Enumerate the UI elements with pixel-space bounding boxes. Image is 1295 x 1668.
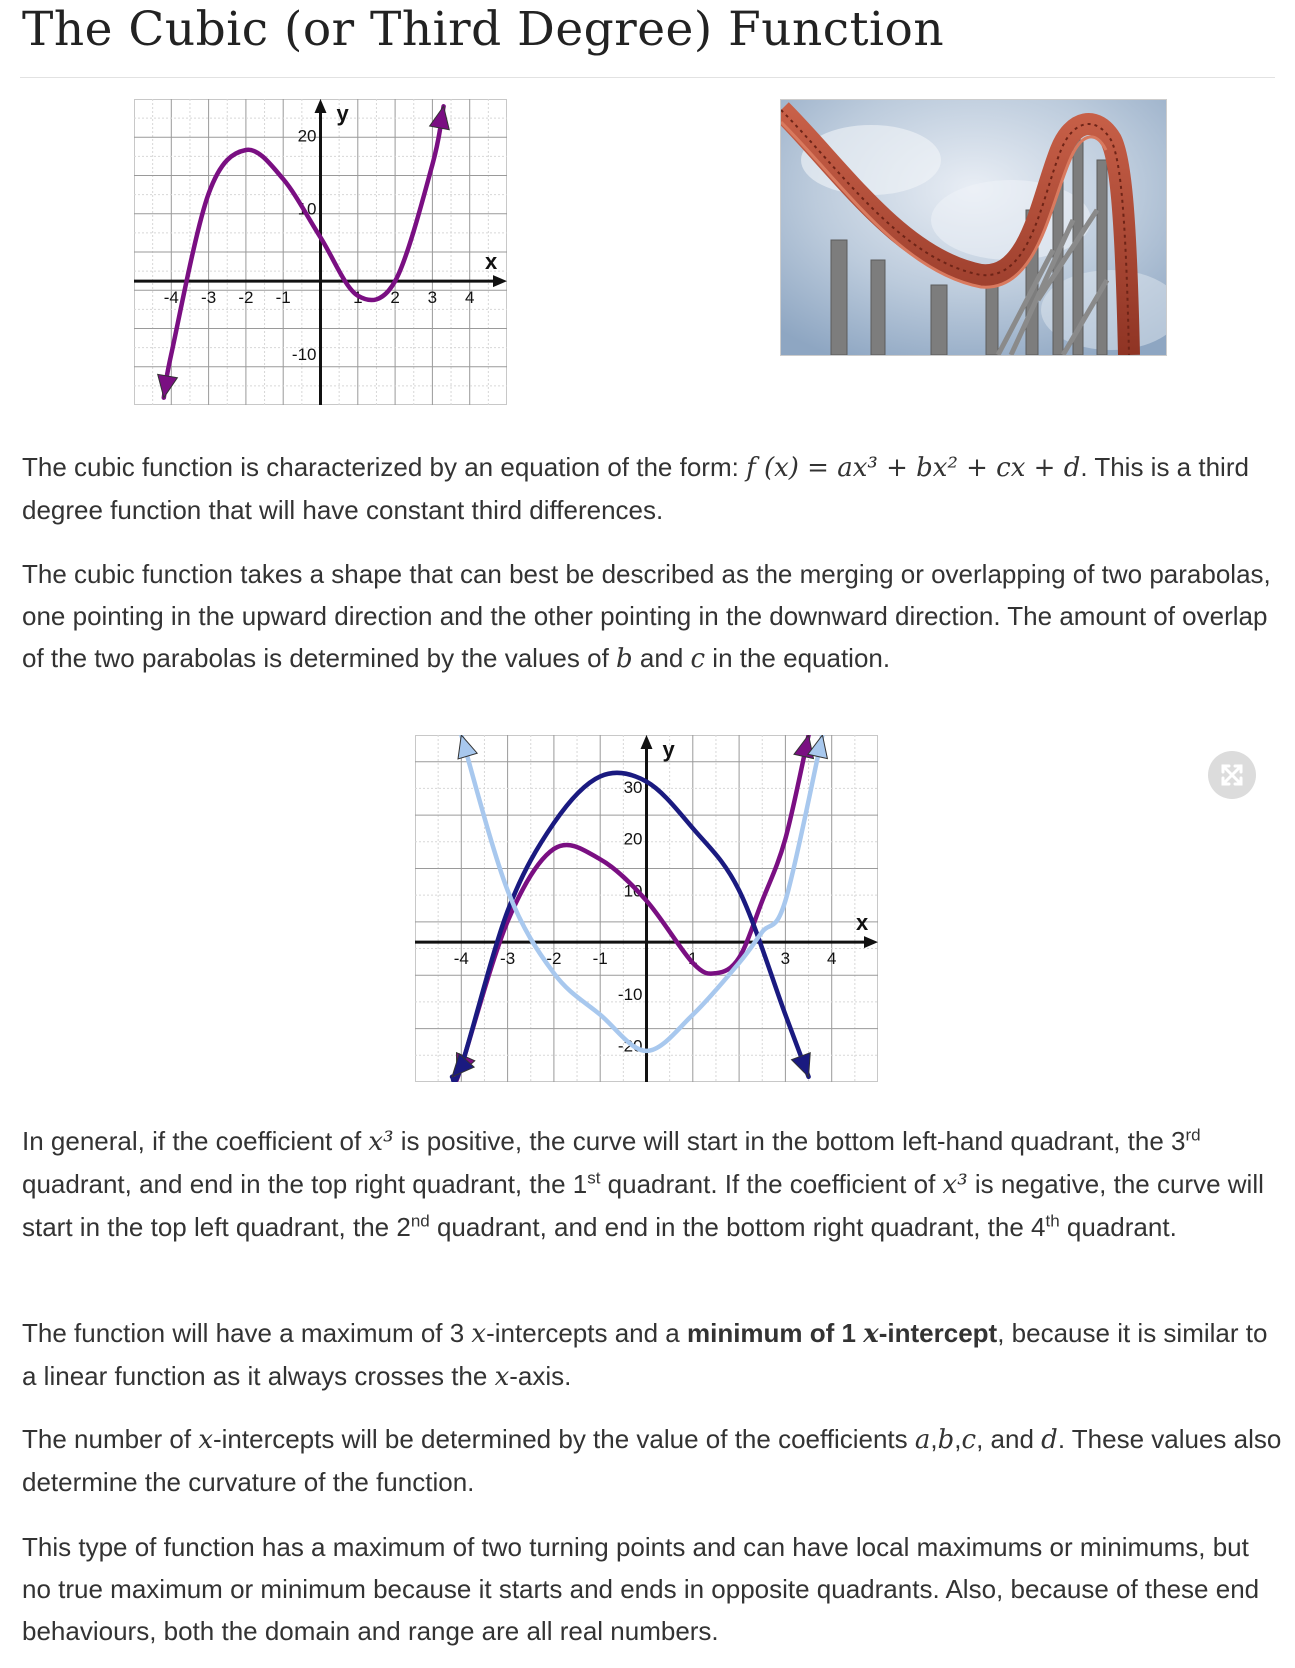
- text: quadrant. If the coefficient of: [600, 1169, 943, 1199]
- y-tick-label: -10: [291, 345, 317, 364]
- text: quadrant, and end in the top right quadrant, the 1: [22, 1169, 588, 1199]
- text: , and: [976, 1424, 1042, 1454]
- bold-phrase: [687, 1318, 997, 1348]
- text: minimum of 1: [686, 1318, 864, 1348]
- text: is positive, the curve will start in the bottom left-hand quadrant, the 3: [393, 1126, 1186, 1156]
- paragraph-intercepts: [22, 1312, 1282, 1398]
- text: ,: [954, 1424, 962, 1454]
- text: . These values also determine the curvature of the function.: [22, 1424, 1282, 1497]
- var-x: x: [863, 1319, 879, 1349]
- x-tick-label: -4: [453, 949, 469, 969]
- x-tick-label: 2: [390, 288, 400, 308]
- text: -intercepts and a: [486, 1318, 687, 1348]
- var-c: c: [690, 644, 706, 674]
- cubic-graph-figure: [134, 99, 507, 410]
- page-title: The Cubic (or Third Degree) Function: [22, 2, 945, 57]
- var-b: b: [937, 1425, 955, 1455]
- text: and: [632, 643, 691, 673]
- var-d: d: [1041, 1425, 1058, 1455]
- x-tick-label: -2: [546, 949, 562, 969]
- y-tick-label: -20: [617, 1036, 643, 1056]
- x-tick-label: 3: [780, 949, 791, 969]
- text: The cubic function takes a shape that can best be described as the merging or overlapping of two parabolas, one pointing in the upward direction and the other pointing in the downward direction. The amount of overlap of the two parabolas is determined by the values of: [22, 559, 1271, 673]
- var-a: a: [914, 1425, 931, 1455]
- text: . This is a third degree function that will have constant third differences.: [22, 452, 1249, 525]
- text: -intercept: [878, 1318, 998, 1348]
- var-b: b: [616, 644, 633, 674]
- ordinal-suffix: nd: [410, 1211, 430, 1231]
- cubic-equation: f (x) = ax³ + bx² + cx + d: [746, 453, 1081, 483]
- paragraph-parabolas: [22, 553, 1282, 680]
- var-x: x: [198, 1425, 213, 1455]
- x-tick-label: -1: [275, 288, 291, 308]
- text: In general, if the coefficient of: [22, 1126, 369, 1156]
- x-axis-label: x: [856, 910, 869, 936]
- parabolas-overlap-graph: [415, 735, 878, 1082]
- expand-image-button[interactable]: [1208, 751, 1256, 799]
- text: is negative, the curve will start in the top left quadrant, the 2: [22, 1169, 1264, 1242]
- paragraph-coefficients: [22, 1418, 1282, 1503]
- x-tick-label: -2: [238, 288, 254, 308]
- paragraph-quadrants: [22, 1120, 1282, 1248]
- ordinal-suffix: rd: [1185, 1125, 1201, 1145]
- title-divider: [20, 77, 1275, 78]
- x-tick-label: 4: [826, 949, 837, 969]
- y-tick-label: 10: [623, 881, 643, 901]
- var-x: x: [471, 1319, 487, 1349]
- ordinal-suffix: st: [587, 1168, 601, 1188]
- parabolas-overlap-figure: [415, 735, 878, 1087]
- text: -axis.: [509, 1361, 572, 1391]
- text: The number of: [22, 1424, 199, 1454]
- y-axis-label: y: [662, 737, 675, 762]
- x-axis-label: x: [485, 249, 498, 275]
- x-cubed: x³: [942, 1170, 968, 1200]
- x-tick-label: -3: [201, 288, 217, 308]
- text: quadrant.: [1059, 1212, 1177, 1242]
- text: The function will have a maximum of 3: [22, 1318, 472, 1348]
- x-tick-label: 3: [427, 288, 438, 308]
- x-tick-label: -1: [592, 949, 608, 969]
- ordinal-suffix: th: [1045, 1211, 1060, 1231]
- roller-coaster-image: [780, 99, 1167, 356]
- y-tick-label: 30: [623, 777, 643, 797]
- paragraph-intro: [22, 446, 1282, 531]
- text: The cubic function is characterized by an equation of the form:: [22, 452, 747, 482]
- text: quadrant, and end in the bottom right quadrant, the 4: [429, 1212, 1046, 1242]
- y-axis-label: y: [336, 101, 349, 126]
- text: , because it is similar to a linear function as it always crosses the: [22, 1318, 1268, 1391]
- x-tick-label: 1: [353, 288, 363, 308]
- y-tick-label: -10: [617, 984, 643, 1004]
- x-tick-label: 4: [464, 288, 475, 308]
- y-tick-label: 10: [297, 199, 317, 219]
- x-cubed: x³: [368, 1127, 394, 1157]
- cubic-graph: [134, 99, 507, 405]
- x-tick-label: -3: [500, 949, 516, 969]
- y-tick-label: 20: [297, 126, 317, 146]
- expand-icon: [1208, 751, 1256, 799]
- x-tick-label: -4: [163, 288, 179, 308]
- var-c: c: [961, 1425, 977, 1455]
- y-tick-label: 20: [623, 829, 643, 849]
- x-tick-label: 1: [688, 949, 698, 969]
- text: ,: [930, 1424, 938, 1454]
- var-x: x: [494, 1362, 510, 1392]
- paragraph-turning-points: This type of function has a maximum of two turning points and can have local maximums or minimums, but no true maximum or minimum because it starts and ends in opposite quadrants. Also, because of these end behaviours, both the domain and range are all real numbers.: [22, 1532, 1260, 1646]
- text: -intercepts will be determined by the value of the coefficients: [212, 1424, 915, 1454]
- text: in the equation.: [705, 643, 891, 673]
